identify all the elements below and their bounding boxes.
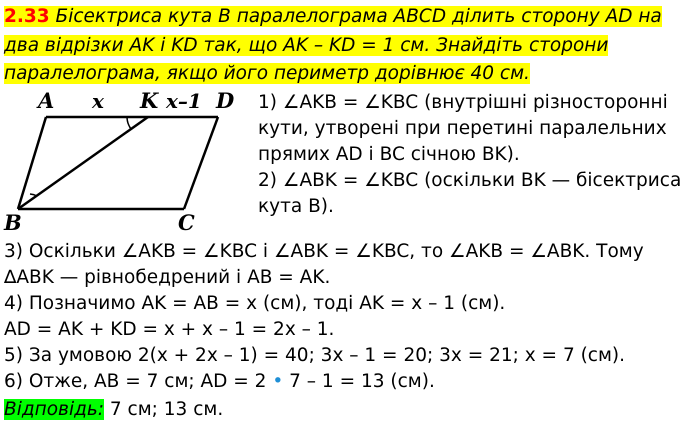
answer-line — [4, 398, 223, 422]
solution-step-3a: 3) Оскільки ∠AKB = ∠KBC і ∠ABK = ∠KBC, то ∠AKB = ∠ABK. Тому — [4, 241, 644, 262]
problem-line-2 — [4, 34, 608, 58]
solution-step-1b: кути, утворені при перетині паралельних — [258, 118, 667, 139]
answer-value: 7 см; 13 см. — [104, 399, 224, 420]
parallelogram-diagram — [0, 88, 250, 238]
problem-text-2: два відрізки AK і KD так, що AK – KD = 1 см. Знайдіть сторони — [4, 35, 609, 56]
solution-step-6a: 6) Отже, AB = 7 см; AD = 2 — [4, 371, 267, 392]
label-a: A — [38, 88, 55, 113]
solution-step-2b: кута B). — [258, 196, 334, 217]
problem-line-1 — [4, 5, 662, 29]
angle-arc-b — [30, 194, 37, 196]
problem-line-3 — [4, 62, 530, 86]
side-ba — [18, 117, 46, 209]
label-x-minus-1: x–1 — [166, 89, 202, 113]
bisector-bk — [18, 117, 148, 209]
solution-step-2a: 2) ∠ABK = ∠KBC (оскільки BK — бісектриса — [258, 170, 682, 191]
label-k: K — [140, 88, 159, 113]
problem-text-1: Бісектриса кута B паралелограма ABCD ділить сторону AD на — [49, 6, 662, 27]
label-b: B — [4, 210, 22, 235]
label-d: D — [216, 88, 235, 113]
problem-number: 2.33 — [4, 6, 50, 27]
label-c: C — [178, 210, 195, 235]
solution-step-3b: ∆ABK — рівнобедрений і AB = AK. — [4, 267, 331, 288]
solution-step-4a: 4) Позначимо AK = AB = x (см), тоді AK = x – 1 (см). — [4, 293, 506, 314]
answer-label: Відповідь: — [4, 399, 105, 420]
multiply-dot: • — [266, 371, 290, 392]
problem-text-3: паралелограма, якщо його периметр дорівнює 40 см. — [4, 63, 530, 84]
side-dc — [184, 117, 218, 209]
solution-step-5: 5) За умовою 2(x + 2x – 1) = 40; 3x – 1 = 20; 3x = 21; x = 7 (см). — [4, 345, 626, 366]
angle-arc-k — [127, 117, 131, 129]
solution-step-4b: AD = AK + KD = x + x – 1 = 2x – 1. — [4, 319, 335, 340]
solution-step-1a: 1) ∠AKB = ∠KBC (внутрішні різносторонні — [258, 92, 668, 113]
solution-step-1c: прямих AD і BC січною BK). — [258, 144, 520, 165]
solution-step-6 — [4, 370, 435, 394]
solution-step-6b: 7 – 1 = 13 (см). — [289, 371, 435, 392]
label-x: x — [92, 89, 104, 113]
